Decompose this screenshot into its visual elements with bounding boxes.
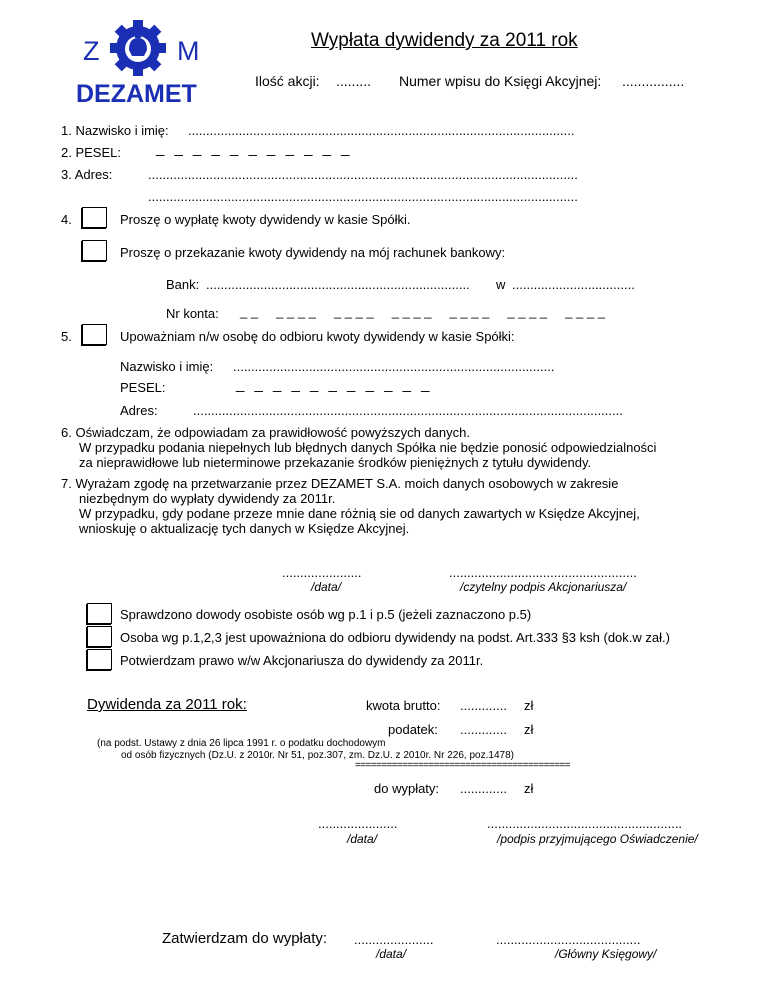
- account-label: Nr konta:: [166, 306, 219, 321]
- authorize-label: Upoważniam n/w osobę do odbioru kwoty dywidendy w kasie Spółki:: [120, 329, 515, 344]
- shares-value[interactable]: .........: [336, 73, 372, 89]
- approval-signature-field[interactable]: ........................................: [496, 932, 641, 947]
- tax-value[interactable]: .............: [460, 722, 507, 737]
- logo-letter-z: Z: [83, 36, 100, 66]
- proxy-name-field[interactable]: .........................................................................................: [233, 359, 555, 374]
- shares-label: Ilość akcji:: [255, 73, 320, 89]
- register-value[interactable]: ................: [622, 73, 685, 89]
- option5-number: 5.: [61, 329, 72, 344]
- approval-date-label: /data/: [376, 947, 407, 961]
- logo-letter-m: M: [177, 36, 200, 66]
- statement6-line3: za nieprawidłowe lub nieterminowe przekazanie środków pieniężnych z tytułu dywidendy.: [79, 455, 592, 470]
- statement6-line2: W przypadku podania niepełnych lub błędnych danych Spółka nie będzie ponosić odpowiedzialności: [79, 440, 657, 455]
- bank-city-field[interactable]: ..................................: [512, 277, 635, 292]
- separator-line: =========================================: [355, 760, 570, 771]
- sign1-date-label: /data/: [311, 580, 342, 594]
- approval-label: Zatwierdzam do wypłaty:: [162, 930, 328, 947]
- sign2-date-field[interactable]: ......................: [318, 816, 398, 831]
- statement7-line3: W przypadku, gdy podane przeze mnie dane różnią sie od danych zawartych w Księdze Akcyjnej,: [79, 506, 640, 521]
- verify-id-checkbox[interactable]: [87, 603, 112, 624]
- register-label: Numer wpisu do Księgi Akcyjnej:: [399, 73, 602, 89]
- legal-note-line1: (na podst. Ustawy z dnia 26 lipca 1991 r. o podatku dochodowym: [97, 738, 386, 749]
- confirm-right-label: Potwierdzam prawo w/w Akcjonariusza do dywidendy za 2011r.: [120, 653, 484, 668]
- pesel-label: 2. PESEL:: [61, 145, 121, 160]
- tax-label: podatek:: [388, 722, 438, 737]
- sign2-signature-label: /podpis przyjmującego Oświadczenie/: [497, 832, 698, 846]
- bank-transfer-checkbox[interactable]: [82, 240, 107, 261]
- tax-currency: zł: [524, 722, 534, 737]
- option4-number: 4.: [61, 212, 72, 227]
- dividend-heading: Dywidenda za 2011 rok:: [87, 696, 247, 713]
- proxy-address-label: Adres:: [120, 403, 158, 418]
- address-label: 3. Adres:: [61, 167, 113, 182]
- statement6-line1: 6. Oświadczam, że odpowiadam za prawidłowość powyższych danych.: [61, 425, 470, 440]
- authorize-checkbox[interactable]: [82, 324, 107, 345]
- payout-label: do wypłaty:: [374, 781, 440, 796]
- payout-value[interactable]: .............: [460, 781, 507, 796]
- sign1-date-field[interactable]: ......................: [282, 565, 362, 580]
- sign1-signature-label: /czytelny podpis Akcjonariusza/: [460, 580, 627, 594]
- address-field-line2[interactable]: .......................................................................................................................: [148, 189, 578, 204]
- gear-icon: [108, 18, 168, 78]
- proxy-pesel-label: PESEL:: [120, 380, 166, 395]
- gross-value[interactable]: .............: [460, 698, 507, 713]
- statement7-line4: wnioskuję o aktualizację tych danych w Księdze Akcyjnej.: [79, 521, 410, 536]
- proxy-address-field[interactable]: .......................................................................................................................: [193, 403, 623, 418]
- approval-signature-label: /Główny Księgowy/: [555, 947, 657, 961]
- proxy-pesel-field[interactable]: _ _ _ _ _ _ _ _ _ _ _: [236, 376, 433, 393]
- name-field[interactable]: ...........................................................................................................: [188, 123, 575, 138]
- bank-field[interactable]: .........................................................................: [206, 277, 470, 292]
- address-field-line1[interactable]: .......................................................................................................................: [148, 167, 578, 182]
- approval-date-field[interactable]: ......................: [354, 932, 434, 947]
- page-title: Wypłata dywidendy za 2011 rok: [311, 30, 578, 51]
- verify-authorization-checkbox[interactable]: [87, 626, 112, 647]
- proxy-name-label: Nazwisko i imię:: [120, 359, 214, 374]
- sign2-date-label: /data/: [347, 832, 378, 846]
- cash-payout-checkbox[interactable]: [82, 207, 107, 228]
- company-logo: [68, 16, 208, 108]
- sign1-signature-field[interactable]: ....................................................: [449, 565, 637, 580]
- gross-currency: zł: [524, 698, 534, 713]
- payout-currency: zł: [524, 781, 534, 796]
- account-field[interactable]: _ _ _ _ _ _ _ _ _ _ _ _ _ _ _ _ _ _ _ _ _ _ _ _ _ _: [240, 304, 605, 319]
- bank-label: Bank:: [166, 277, 200, 292]
- name-label: 1. Nazwisko i imię:: [61, 123, 169, 138]
- legal-note-line2: od osób fizycznych (Dz.U. z 2010r. Nr 51, poz.307, zm. Dz.U. z 2010r. Nr 226, poz.1478): [121, 750, 514, 761]
- verify-id-label: Sprawdzono dowody osobiste osób wg p.1 i p.5 (jeżeli zaznaczono p.5): [120, 607, 532, 622]
- verify-authorization-label: Osoba wg p.1,2,3 jest upoważniona do odbioru dywidendy na podst. Art.333 §3 ksh (dok.w zał.): [120, 630, 670, 645]
- bank-transfer-label: Proszę o przekazanie kwoty dywidendy na mój rachunek bankowy:: [120, 245, 506, 260]
- sign2-signature-field[interactable]: ......................................................: [487, 816, 683, 831]
- pesel-field[interactable]: _ _ _ _ _ _ _ _ _ _ _: [156, 140, 353, 157]
- statement7-line1: 7. Wyrażam zgodę na przetwarzanie przez DEZAMET S.A. moich danych osobowych w zakresie: [61, 476, 619, 491]
- statement7-line2: niezbędnym do wypłaty dywidendy za 2011r.: [79, 491, 336, 506]
- gross-label: kwota brutto:: [366, 698, 441, 713]
- logo-company-name: DEZAMET: [76, 80, 197, 108]
- confirm-right-checkbox[interactable]: [87, 649, 112, 670]
- bank-in-label: w: [496, 277, 506, 292]
- cash-payout-label: Proszę o wypłatę kwoty dywidendy w kasie Spółki.: [120, 212, 411, 227]
